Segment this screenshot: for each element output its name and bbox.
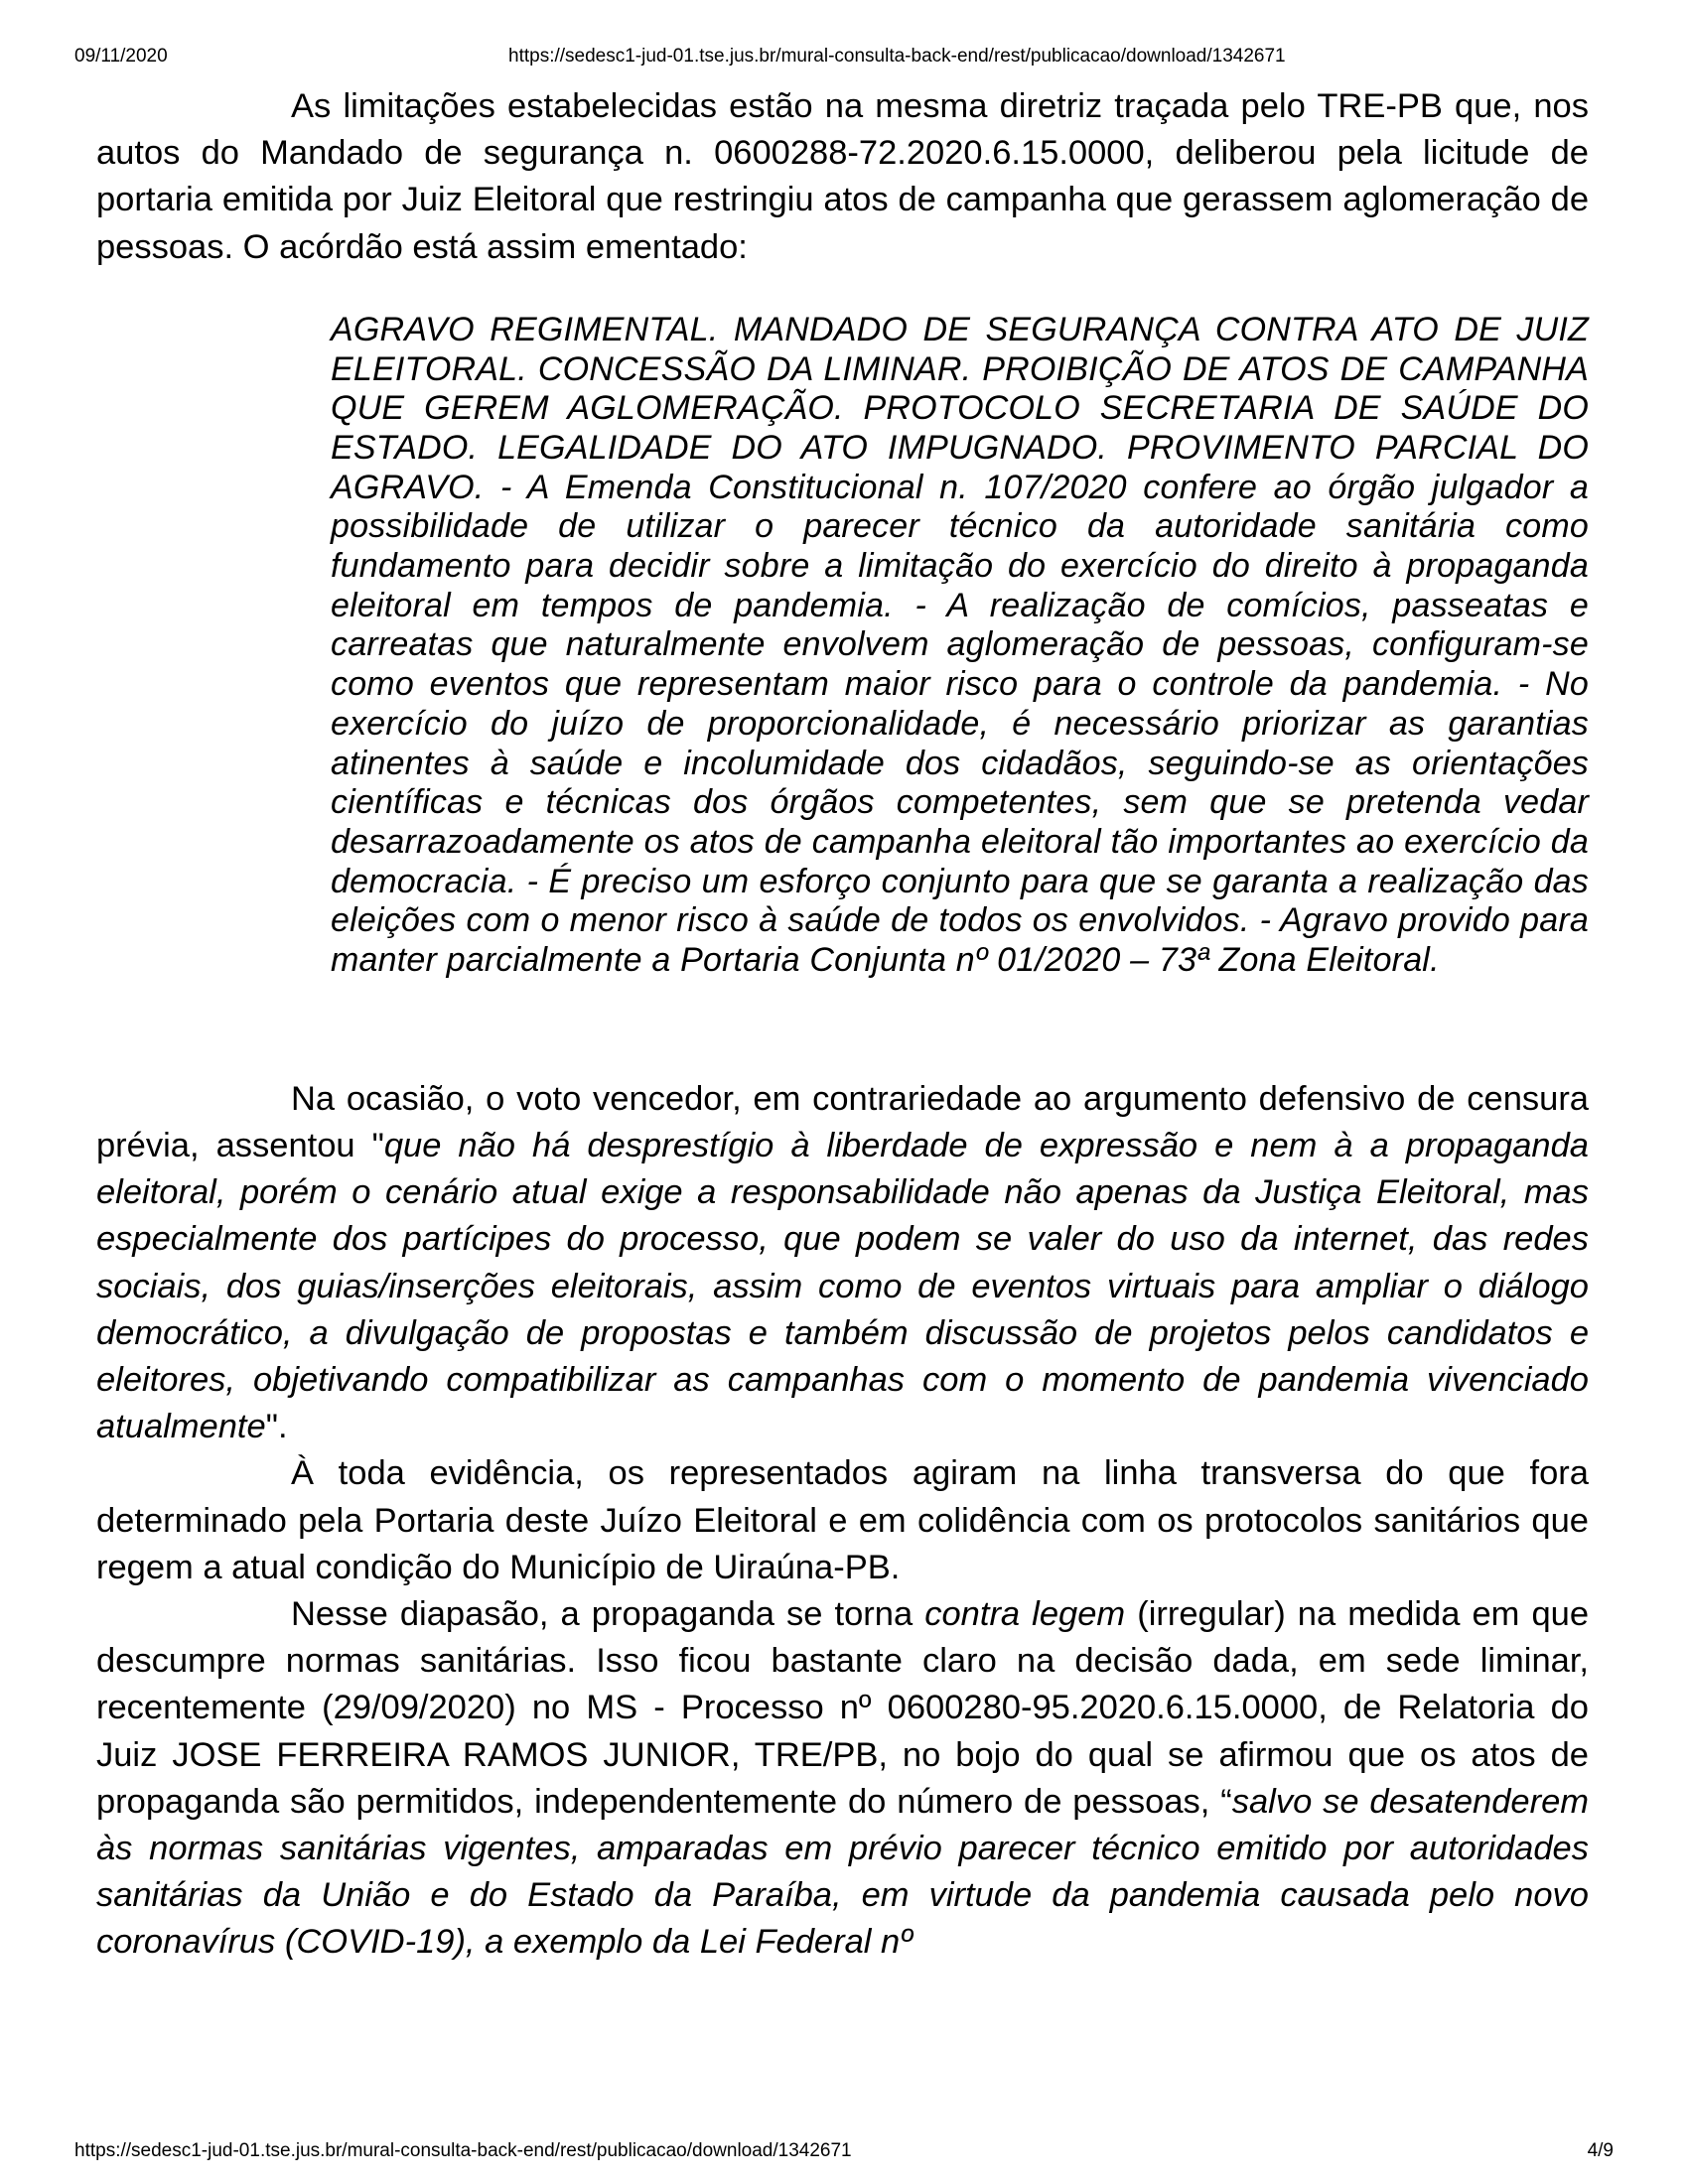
quoted-italic-text: que não há desprestígio à liberdade de expressão e nem à a propaganda eleitoral, porém o cenário atual exige a responsabilidade não apenas da Justiça Eleitoral, mas especialmente dos partícipes do processo, que podem se valer do uso da internet, das redes sociais, dos guias/inserções eleitorais, assim como de eventos virtuais para ampliar o diálogo democrático, a divulgação de propostas e também discussão de projetos pelos candidatos e eleitores, objetivando compatibilizar as campanhas com o momento de pandemia vivenciado atualmente bbox=[96, 1126, 1589, 1446]
spacer bbox=[96, 981, 1589, 1076]
block-quote-ementa: AGRAVO REGIMENTAL. MANDADO DE SEGURANÇA CONTRA ATO DE JUIZ ELEITORAL. CONCESSÃO DA LIMINAR. PROIBIÇÃO DE ATOS DE CAMPANHA QUE GEREM AGLOMERAÇÃO. PROTOCOLO SECRETARIA DE SAÚDE DO ESTADO. LEGALIDADE DO ATO IMPUGNADO. PROVIMENTO PARCIAL DO AGRAVO. - A Emenda Constitucional n. 107/2020 confere ao órgão julgador a possibilidade de utilizar o parecer técnico da autoridade sanitária como fundamento para decidir sobre a limitação do exercício do direito à propaganda eleitoral em tempos de pandemia. - A realização de comícios, passeatas e carreatas que naturalmente envolvem aglomeração de pessoas, configuram-se como eventos que representam maior risco para o controle da pandemia. - No exercício do juízo de proporcionalidade, é necessário priorizar as garantias atinentes à saúde e incolumidade dos cidadãos, seguindo-se as orientações científicas e técnicas dos órgãos competentes, sem que se pretenda vedar desarrazoadamente os atos de campanha eleitoral tão importantes ao exercício da democracia. - É preciso um esforço conjunto para que se garanta a realização das eleições com o menor risco à saúde de todos os envolvidos. - Agravo provido para manter parcialmente a Portaria Conjunta nº 01/2020 – 73ª Zona Eleitoral. bbox=[331, 310, 1589, 980]
document-body bbox=[96, 83, 1589, 1967]
latin-term: contra legem bbox=[924, 1595, 1126, 1633]
text-run: ". bbox=[265, 1408, 288, 1446]
header-url: https://sedesc1-jud-01.tse.jus.br/mural-consulta-back-end/rest/publicacao/download/1342671 bbox=[508, 46, 1286, 67]
text-run: Nesse diapasão, a propaganda se torna bbox=[291, 1595, 925, 1633]
quoted-italic-text: salvo se desatenderem às normas sanitárias vigentes, amparadas em prévio parecer técnico emitido por autoridades sanitárias da União e do Estado da Paraíba, em virtude da pandemia causada pelo novo coronavírus (COVID-19), a exemplo da Lei Federal nº bbox=[96, 1782, 1589, 1962]
print-date: 09/11/2020 bbox=[74, 46, 168, 67]
text-run: Na ocasião, o voto vencedor, em contrariedade ao argumento defensivo de censura prévia, assentou " bbox=[96, 1079, 1589, 1164]
text-run: (irregular) na medida em que descumpre normas sanitárias. Isso ficou bastante claro na decisão dada, em sede liminar, recentemente (29/09/2020) no MS - Processo nº 0600280-95.2020.6.15.0000, de Relatoria do Juiz JOSE FERREIRA RAMOS JUNIOR, TRE/PB, no bojo do qual se afirmou que os atos de propaganda são permitidos, independentemente do número de pessoas, “ bbox=[96, 1595, 1590, 1821]
page-number: 4/9 bbox=[1587, 2140, 1614, 2161]
paragraph-intro: As limitações estabelecidas estão na mesma diretriz traçada pelo TRE-PB que, nos autos do Mandado de segurança n. 0600288-72.2020.6.15.0000, deliberou pela licitude de portaria emitida por Juiz Eleitoral que restringiu atos de campanha que gerassem aglomeração de pessoas. O acórdão está assim ementado: bbox=[96, 87, 1589, 266]
paragraph-diapasao bbox=[96, 1591, 1589, 1967]
footer-url: https://sedesc1-jud-01.tse.jus.br/mural-consulta-back-end/rest/publicacao/download/1342671 bbox=[74, 2140, 852, 2161]
paragraph-evidencia: À toda evidência, os representados agiram na linha transversa do que fora determinado pela Portaria deste Juízo Eleitoral e em colidência com os protocolos sanitários que regem a atual condição do Município de Uiraúna-PB. bbox=[96, 1454, 1589, 1586]
paragraph-voto bbox=[96, 1076, 1589, 1451]
